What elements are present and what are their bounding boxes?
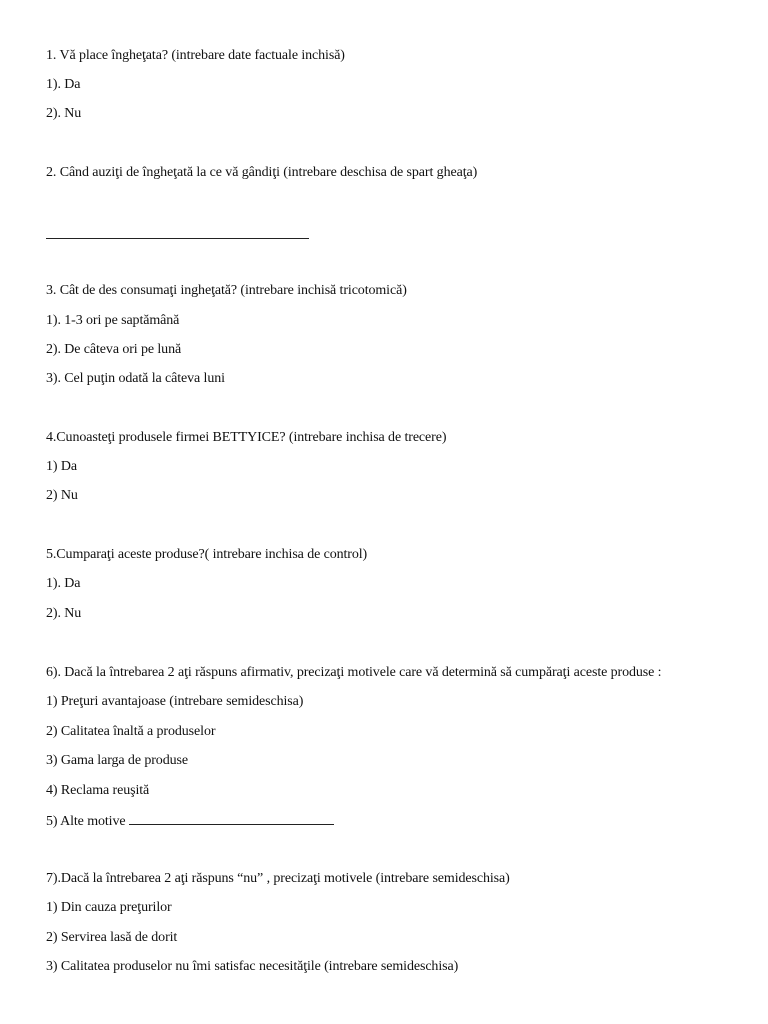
- q4-option-1: 1) Da: [46, 459, 77, 474]
- q7-option-2: 2) Servirea lasă de dorit: [46, 930, 178, 945]
- q6-other-motives-blank: [129, 811, 334, 825]
- q1-option-2: 2). Nu: [46, 106, 82, 121]
- question-3: 3. Cât de des consumaţi ingheţată? (intrebare inchisă tricotomică): [46, 283, 407, 298]
- question-1: 1. Vă place îngheţata? (intrebare date factuale inchisă): [46, 48, 345, 63]
- q4-option-2: 2) Nu: [46, 488, 78, 503]
- q1-option-1: 1). Da: [46, 77, 81, 92]
- q6-option-1: 1) Preţuri avantajoase (intrebare semideschisa): [46, 694, 304, 709]
- q7-option-1: 1) Din cauza preţurilor: [46, 900, 172, 915]
- question-2: 2. Când auziţi de îngheţată la ce vă gândiţi (intrebare deschisa de spart gheaţa): [46, 165, 478, 180]
- q6-option-4: 4) Reclama reuşită: [46, 783, 150, 798]
- q7-option-3: 3) Calitatea produselor nu îmi satisfac necesităţile (intrebare semideschisa): [46, 959, 459, 974]
- q2-answer-line: [46, 238, 309, 239]
- q6-option-5-row: [46, 811, 334, 831]
- q3-option-2: 2). De câteva ori pe lună: [46, 342, 182, 357]
- q6-option-3: 3) Gama larga de produse: [46, 753, 188, 768]
- q5-option-2: 2). Nu: [46, 606, 82, 621]
- q6-option-2: 2) Calitatea înaltă a produselor: [46, 724, 216, 739]
- q3-option-1: 1). 1-3 ori pe saptămână: [46, 313, 180, 328]
- q6-option-5: 5) Alte motive: [46, 814, 126, 829]
- question-7: 7).Dacă la întrebarea 2 aţi răspuns “nu” , precizaţi motivele (intrebare semideschisa): [46, 871, 510, 886]
- question-6: 6). Dacă la întrebarea 2 aţi răspuns afirmativ, precizaţi motivele care vă determină să cumpăraţi aceste produse :: [46, 665, 662, 680]
- q3-option-3: 3). Cel puţin odată la câteva luni: [46, 371, 225, 386]
- q5-option-1: 1). Da: [46, 576, 81, 591]
- question-5: 5.Cumparaţi aceste produse?( intrebare inchisa de control): [46, 547, 368, 562]
- question-4: 4.Cunoasteţi produsele firmei BETTYICE? (intrebare inchisa de trecere): [46, 430, 447, 445]
